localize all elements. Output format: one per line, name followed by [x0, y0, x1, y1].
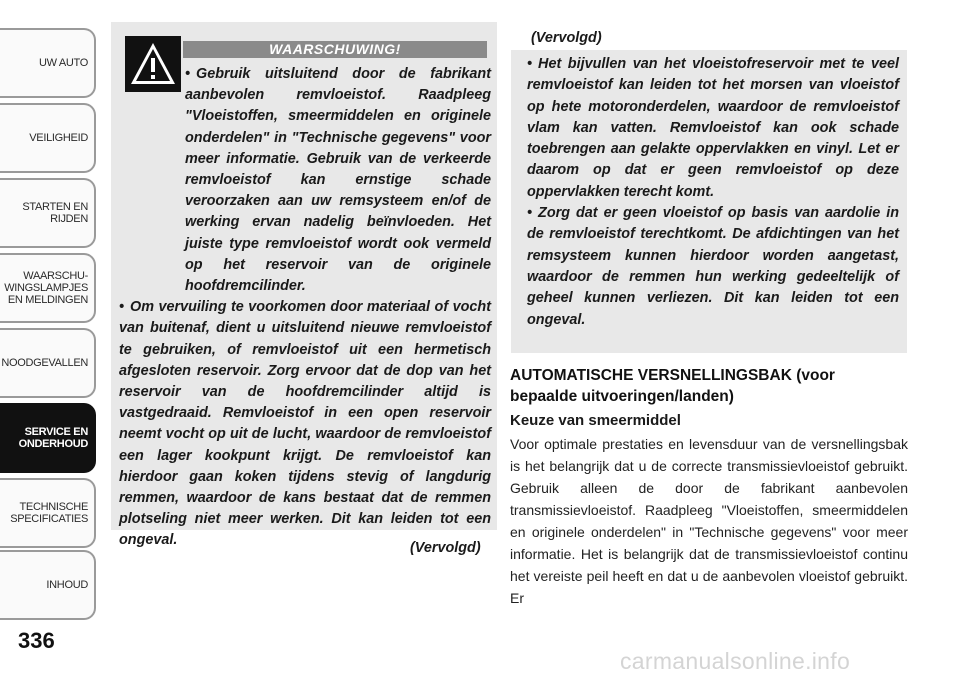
- section-heading: AUTOMATISCHE VERSNELLINGSBAK (voor bepaalde uitvoeringen/landen): [510, 367, 835, 405]
- warning-text-right: [527, 54, 899, 331]
- continued-label: (Vervolgd): [410, 540, 481, 556]
- warning-bullet-3: • Het bijvullen van het vloeistofreservoir met te veel remvloeistof kan leiden tot het morsen van vloeistof op hete motoronderdelen, waardoor de remvloeistof vlam kan vatten. Remvloeistof kan ook schade toebrengen aan gelakte oppervlakken en vinyl. Let er daarom op dat er geen remvloeistof op deze oppervlakken terecht komt.: [527, 54, 899, 203]
- tab-label: WAARSCHU- WINGSLAMPJES EN MELDINGEN: [4, 270, 88, 306]
- tab-waarschuwingslampjes[interactable]: [0, 253, 96, 323]
- body-paragraph: Voor optimale prestaties en levensduur van de versnellingsbak is het belangrijk dat u de correcte transmissievloeistof gebruikt. Gebruik alleen de door de fabrikant aanbevolen transmissievloeistof. Raadpleeg "Vloeistoffen, smeermiddelen en originele onderdelen" in "Technische gegevens" voor meer informatie. Het is belangrijk dat de transmissievloeistof continu het vereiste peil heeft en dat u de aanbevolen vloeistof gebruikt. Er: [510, 436, 908, 606]
- tab-label: UW AUTO: [38, 57, 88, 69]
- tab-label: VEILIGHEID: [29, 132, 88, 144]
- tab-label: INHOUD: [46, 579, 88, 591]
- tab-uw-auto[interactable]: [0, 28, 96, 98]
- tab-label: NOODGEVALLEN: [1, 357, 88, 369]
- tab-label: TECHNISCHE SPECIFICATIES: [10, 501, 88, 525]
- warning-box-right: [511, 50, 907, 353]
- tab-service-en-onderhoud[interactable]: [0, 403, 96, 473]
- tab-label: STARTEN EN RIJDEN: [22, 201, 88, 225]
- tab-technische-specificaties[interactable]: [0, 478, 96, 548]
- watermark: carmanualsonline.info: [620, 648, 851, 674]
- page-number: 336: [18, 628, 55, 653]
- warning-title: WAARSCHUWING!: [183, 41, 487, 58]
- tab-veiligheid[interactable]: [0, 103, 96, 173]
- warning-text-left: [119, 64, 491, 552]
- tab-label: SERVICE EN ONDERHOUD: [18, 426, 88, 450]
- warning-bullet-2: • Om vervuiling te voorkomen door materiaal of vocht van buitenaf, dient u uitsluitend nieuwe remvloeistof te gebruiken, of remvloeistof uit een hermetisch afgesloten reservoir. Zorg ervoor dat de dop van het reservoir van de hoofdremcilinder altijd is vastgedraaid. Remvloeistof in een open reservoir neemt vocht op uit de lucht, waardoor de remvloeistof een lager kookpunt krijgt. De remvloeistof kan hierdoor gaan koken tijdens stevig of langdurig remmen, waardoor de kans bestaat dat de remmen plotseling niet meer werken. Dit kan leiden tot een ongeval.: [119, 297, 491, 551]
- continued-header: (Vervolgd): [531, 30, 602, 46]
- warning-bullet-4: • Zorg dat er geen vloeistof op basis van aardolie in de remvloeistof terechtkomt. De afdichtingen van het remsysteem kunnen hierdoor worden aangetast, waardoor de remmen hun werking gedeeltelijk of geheel kunnen verliezen. Dit kan leiden tot een ongeval.: [527, 203, 899, 331]
- tab-inhoud[interactable]: [0, 550, 96, 620]
- tab-starten-en-rijden[interactable]: [0, 178, 96, 248]
- tab-noodgevallen[interactable]: [0, 328, 96, 398]
- subsection-heading: Keuze van smeermiddel: [510, 412, 681, 429]
- warning-bullet-1: • Gebruik uitsluitend door de fabrikant aanbevolen remvloeistof. Raadpleeg "Vloeistoffen, smeermiddelen en originele onderdelen" in "Technische gegevens" voor meer informatie. Gebruik van de verkeerde remvloeistof kan ernstige schade veroorzaken aan uw remsysteem en/of de werking ervan nadelig beïnvloeden. Het juiste type remvloeistof wordt ook vermeld op het reservoir van de originele hoofdremcilinder.: [119, 64, 491, 297]
